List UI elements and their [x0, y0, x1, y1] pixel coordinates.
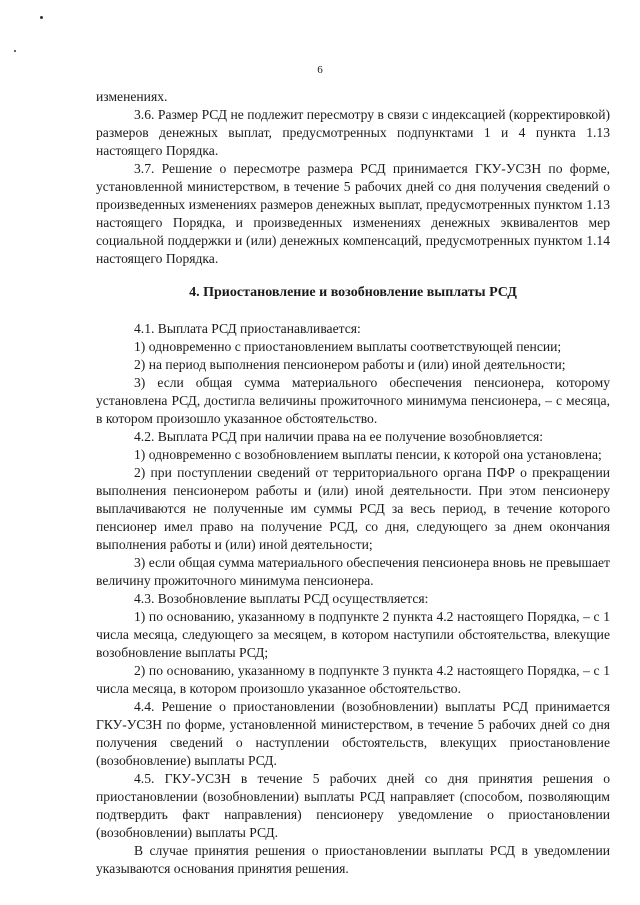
subparagraph-4-2-2: 2) при поступлении сведений от территориального органа ПФР о прекращении выполнения пенсионером работы и (или) иной деятельности. При этом пенсионеру выплачиваются не полученные им суммы РСД за весь период, в течение которого пенсионер имел право на получение РСД, со дня, следующего за днем окончания выполнения работы и (или) иной деятельности; [96, 465, 610, 552]
subparagraph-4-1-1: 1) одновременно с приостановлением выплаты соответствующей пенсии; [134, 339, 562, 354]
paragraph-4-3: 4.3. Возобновление выплаты РСД осуществляется: [134, 591, 429, 606]
page-number: 6 [317, 64, 323, 76]
document-body [96, 88, 610, 878]
paragraph-4-5: 4.5. ГКУ-УСЗН в течение 5 рабочих дней со дня принятия решения о приостановлении (возобновлении) выплаты РСД направляет (способом, позволяющим подтвердить факт направления) пенсионеру уведомление о приостановлении (возобновлении) выплаты РСД. [96, 771, 610, 840]
scan-speck [14, 50, 16, 52]
paragraph-4-1: 4.1. Выплата РСД приостанавливается: [134, 321, 361, 336]
paragraph-4-4: 4.4. Решение о приостановлении (возобновлении) выплаты РСД принимается ГКУ-УСЗН по форме, установленной министерством, в течение 5 рабочих дней со дня получения сведений о наступлении обстоятельств, влекущих приостановление (возобновление) выплаты РСД. [96, 699, 610, 768]
paragraph-4-2: 4.2. Выплата РСД при наличии права на ее получение возобновляется: [134, 429, 544, 444]
paragraph-3-6: 3.6. Размер РСД не подлежит пересмотру в связи с индексацией (корректировкой) размеров денежных выплат, предусмотренных подпунктами 1 и 4 пункта 1.13 настоящего Порядка. [96, 107, 610, 158]
paragraph-4-5-note: В случае принятия решения о приостановлении выплаты РСД в уведомлении указываются основания принятия решения. [96, 843, 610, 876]
subparagraph-4-3-1: 1) по основанию, указанному в подпункте 2 пункта 4.2 настоящего Порядка, – с 1 числа месяца, следующего за месяцем, в котором наступили обстоятельства, влекущие возобновление выплаты РСД; [96, 609, 610, 660]
subparagraph-4-3-2: 2) по основанию, указанному в подпункте 3 пункта 4.2 настоящего Порядка, – с 1 числа месяца, в котором произошло указанное обстоятельство. [96, 663, 610, 696]
subparagraph-4-2-1: 1) одновременно с возобновлением выплаты пенсии, к которой она установлена; [134, 447, 602, 462]
section-heading: 4. Приостановление и возобновление выплаты РСД [189, 285, 517, 300]
subparagraph-4-2-3: 3) если общая сумма материального обеспечения пенсионера вновь не превышает величину прожиточного минимума пенсионера. [96, 555, 610, 588]
paragraph-3-7: 3.7. Решение о пересмотре размера РСД принимается ГКУ-УСЗН по форме, установленной министерством, в течение 5 рабочих дней со дня получения сведений о произведенных изменениях размеров денежных выплат, предусмотренных пунктом 1.13 настоящего Порядка, и произведенных изменениях денежных эквивалентов мер социальной поддержки и (или) денежных компенсаций, предусмотренных пунктом 1.14 настоящего Порядка. [96, 161, 610, 266]
paragraph-continuation: изменениях. [96, 89, 168, 104]
subparagraph-4-1-2: 2) на период выполнения пенсионером работы и (или) иной деятельности; [134, 357, 566, 372]
subparagraph-4-1-3: 3) если общая сумма материального обеспечения пенсионера, которому установлена РСД, достигла величины прожиточного минимума пенсионера, – с месяца, в котором произошло указанное обстоятельство. [96, 375, 610, 426]
scan-speck [40, 16, 43, 19]
